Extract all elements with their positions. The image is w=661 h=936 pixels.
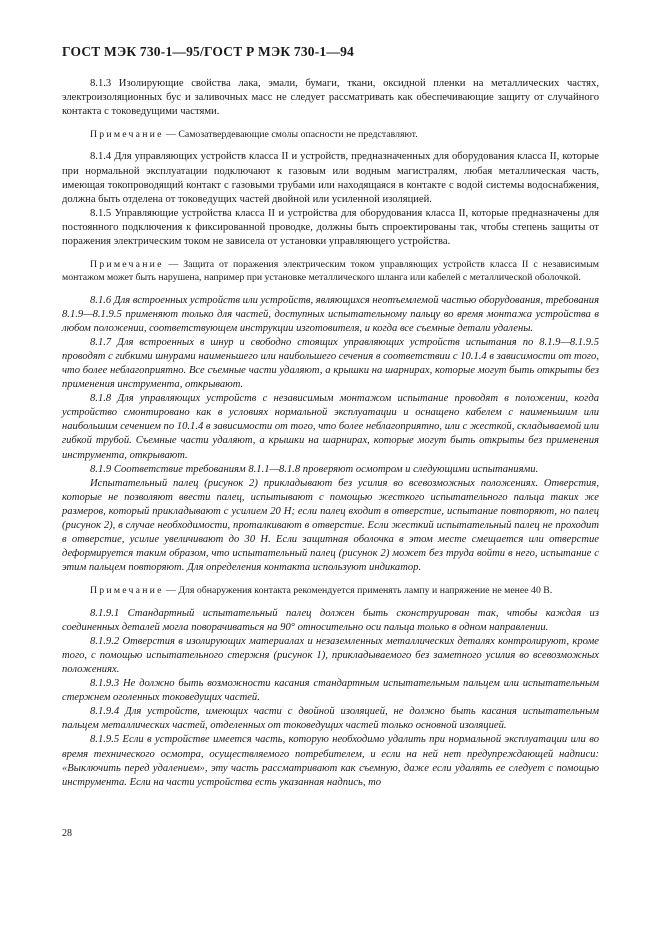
note-3 bbox=[62, 584, 599, 597]
clause-8-1-9: 8.1.9 Соответствие требованиям 8.1.1—8.1.8 проверяют осмотром и следующими испытаниями. bbox=[90, 463, 539, 475]
clause-8-1-9-4: 8.1.9.4 Для устройств, имеющих части с двойной изоляцией, не должно быть касания испытательным пальцем металлических частей, отделенных от токоведущих частей только основной изоляцией. bbox=[62, 706, 599, 732]
clause-8-1-9-3: 8.1.9.3 Не должно быть возможности касания стандартным испытательным пальцем или испытательным стержнем оголенных токоведущих частей. bbox=[62, 678, 599, 704]
document-body bbox=[62, 77, 599, 790]
clause-8-1-7: 8.1.7 Для встроенных в шнур и свободно стоящих управляющих устройств испытания по 8.1.9—8.1.9.5 проводят с гибкими шнурами наименьшего или наибольшего сечения в соответствии с 10.1.4 в зависимости от того, что более неблагоприятно. Все съемные части удаляют, а крышки на шарнирах, которые могут быть открыты без применения инструмента, открывают. bbox=[62, 336, 599, 391]
clause-8-1-9-5: 8.1.9.5 Если в устройстве имеется часть, которую необходимо удалить при нормальной эксплуатации или во время технического осмотра, осуществляемого потребителем, и если на ней нет предупреждающей надписи: «Выключить перед удалением», эту часть рассматривают как съемную, даже если удалять ее следует с помощью инструмента. Если на части устройства есть указанная надпись, то bbox=[62, 734, 599, 788]
clause-8-1-6: 8.1.6 Для встроенных устройств или устройств, являющихся неотъемлемой частью оборудования, требования 8.1.9—8.1.9.5 применяют только для частей, доступных испытательному пальцу во время монтажа устройства в любом положении, соответствующем инструкции изготовителя, и когда все съемные детали удалены. bbox=[62, 294, 599, 334]
note-text: — Для обнаружения контакта рекомендуется применять лампу и напряжение не менее 40 В. bbox=[163, 585, 553, 597]
clause-8-1-4: 8.1.4 Для управляющих устройств класса II и устройств, предназначенных для оборудования класса II, которые при нормальной эксплуатации подключают к газовым или водным магистралям, любая металлическая часть, имеющая токопроводящий контакт с газовыми трубами или находящаяся в контакте с водой системы водоснабжения, должна быть отделена от токоведущих частей двойной или усиленной изоляцией. bbox=[62, 151, 599, 205]
note-2 bbox=[62, 258, 599, 284]
note-text: — Самозатвердевающие смолы опасности не представляют. bbox=[163, 129, 418, 141]
standard-header: ГОСТ МЭК 730-1—95/ГОСТ Р МЭК 730-1—94 bbox=[62, 44, 354, 59]
test-finger-paragraph: Испытательный палец (рисунок 2) прикладывают без усилия во всевозможных положениях. Отверстия, которые не позволяют ввести палец, испытывают с помощью жесткого испытательного пальца таких же размеров, который прикладывают с усилием 20 Н; если палец входит в отверстие, испытание повторяют, но палец (рисунок 2), в случае необходимости, проталкивают в отверстие. Если жесткий испытательный палец не проходит в отверстие, усилие увеличивают до 30 Н. Если защитная оболочка в этом месте смещается или отверстие деформируется таким образом, что испытательный палец (рисунок 2) может без труда войти в него, испытание с этим пальцем повторяют. Для определения контакта используют индикатор. bbox=[62, 477, 599, 574]
clause-8-1-9-1: 8.1.9.1 Стандартный испытательный палец должен быть сконструирован так, чтобы каждая из соединенных деталей могла поворачиваться на 90° относительно оси пальца только в одном направлении. bbox=[62, 607, 599, 633]
clause-8-1-3: 8.1.3 Изолирующие свойства лака, эмали, бумаги, ткани, оксидной пленки на металлических частях, электроизоляционных бус и заливочных масс не следует рассматривать как обеспечивающие защиту от случайного контакта с токоведущими частями. bbox=[62, 78, 599, 118]
note-label: Примечание bbox=[90, 585, 164, 597]
page-number: 28 bbox=[62, 828, 72, 839]
note-label: Примечание bbox=[90, 259, 164, 271]
note-label: Примечание bbox=[90, 129, 164, 141]
clause-8-1-9-2: 8.1.9.2 Отверстия в изолирующих материалах и незаземленных металлических деталях контролируют, кроме того, с помощью испытательного стержня (рисунок 1), прикладываемого без заметного усилия во всевозможных положениях. bbox=[62, 635, 599, 675]
clause-8-1-5: 8.1.5 Управляющие устройства класса II и устройства для оборудования класса II, которые предназначены для постоянного подключения к фиксированной проводке, должны быть спроектированы так, чтобы степень защиты от поражения электрическим током не зависела от установки управляющего устройства. bbox=[62, 207, 599, 248]
note-text: — Защита от поражения электрическим током управляющих устройств класса II с независимым монтажом может быть нарушена, например при установке металлического шланга или кабелей с металлической оболочкой. bbox=[62, 259, 599, 284]
clause-8-1-8: 8.1.8 Для управляющих устройств с независимым монтажом испытание проводят в положении, когда устройство смонтировано как в условиях нормальной эксплуатации и оснащено кабелем с наименьшим или наибольшим сечением по 10.1.4 в зависимости от того, что более неблагоприятно, или с жесткой, складываемой или гибкой трубой. Съемные части удаляют, а крышки на шарнирах, которые могут быть открыты без применения инструмента, открывают. bbox=[62, 393, 599, 461]
note-1 bbox=[62, 128, 599, 141]
